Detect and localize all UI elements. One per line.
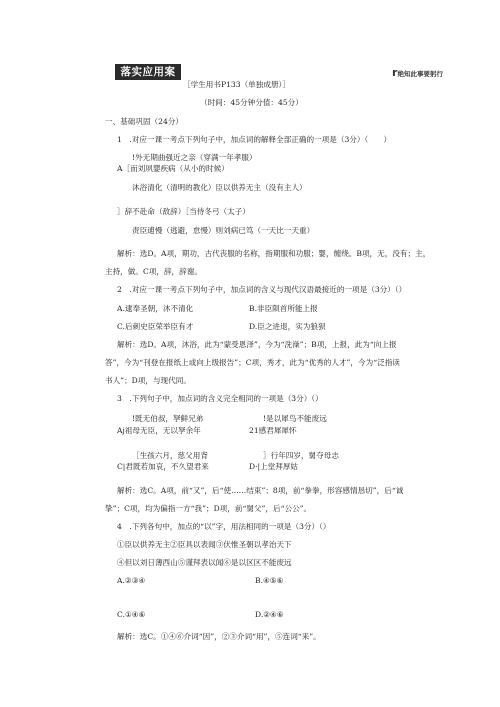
corner-motto (392, 66, 443, 79)
q3-answer-line1: 解析：选C。A项，前“又”，后“使……结束”；8项，前“拳拳，形容感情恳切”，后“诚 (117, 486, 404, 495)
q2-option-b: B.非臣陨首所能上报 (249, 304, 318, 313)
q2-answer-line1: 解析：选D。A项，沐浴，此为“蒙受恩泽”，今为“洗澡”；B项，上报，此为“向上报 (117, 340, 397, 349)
q1-stem: 1 .对应一课一考点下列句子中，加点词的解释全部正确的一项是（3分）（ ） (117, 135, 392, 144)
section-heading: 一、基础巩固（24分） (105, 117, 184, 126)
q3-option-a-line2: Aj祖母无臣，无以孥余年 (117, 426, 201, 435)
q2-stem: 2 .对应一课一考点下列句子中，加点词的含义与现代汉语最接近的一项是（3分）（） (117, 285, 407, 294)
q4-option-d: D.②④⑥ (255, 610, 284, 619)
section-banner: 落实应用案 (115, 64, 181, 80)
q1-option-c: ］辞不赴命（敌辞）［当侍冬弓（太子） (117, 207, 250, 216)
q3-option-a-line1: !既无伯叔，孥鲜兄弟 (132, 414, 204, 423)
q2-answer-line2: 答”，今为“刊登在报纸上或向上级报告”；C项，秀才，此为“优秀的人才”，今为“泛指读 (105, 358, 400, 367)
q3-option-c-line1: ［生孩六月，慈父用背 (132, 451, 208, 460)
q1-option-a-line2: A［而刘夙婴疾病（从小的时候） (117, 164, 229, 173)
q3-option-c-line2: C|君既若加哀，不久望君来 (117, 462, 209, 471)
q2-option-d: D.臣之进退，实为狼狈 (249, 322, 326, 331)
q4-answer-line1: 解析：选C。①④⑥介词“因”，②③介词“用”，⑤连词“来”。 (117, 632, 321, 641)
q3-option-d-line1: ］行年四岁，舅夺母志 (263, 451, 339, 460)
q1-option-b: 沐浴清化（清明的教化）臣以供养无主（没有主人） (132, 183, 307, 192)
q2-option-c: C.后刺史臣荣举臣有才 (117, 322, 194, 331)
q2-answer-line3: 书人”；D项，与现代同。 (105, 376, 191, 385)
q4-option-b: B.④⑤⑥ (255, 576, 284, 585)
q1-answer-line1: 解析：选D。A项，期功，古代丧服的名称，指期服和功服；婴，缠绕。B项，无，没有；主， (117, 249, 431, 258)
corner-mark: r (392, 66, 398, 79)
q4-items-line2: ④但以刘日薄西山⑤谨拜表以闻⑥是以区区不能废远 (117, 558, 292, 567)
time-score-note: （时间：45分钟分值：45分） (200, 98, 303, 107)
q3-stem: 3 .下列句子中，加点词的含义完全相同的一项是（3分）（） (117, 394, 323, 403)
q4-option-a: A.②③④ (117, 576, 146, 585)
q1-option-d: 责臣逋慢（逃避，怠慢）则刘病已笃（一天比一天重） (132, 226, 315, 235)
book-reference: ［学生用书P133（单独成册）］ (183, 80, 290, 89)
q4-option-c: C.①④⑥ (117, 610, 146, 619)
q1-option-a-line1: !外无期曲强近之亲（穿满一年孝服） (132, 153, 257, 162)
q3-option-b-line2: 21感君犀犀怀 (249, 426, 297, 435)
q3-answer-line2: 挚”；C项，均为偏指一方“我”；D项，前“舅父”，后“公公”。 (105, 504, 312, 513)
q4-items-line1: ①臣以供养无主②臣具以表闻③伏惟圣朝以孝治天下 (117, 540, 292, 549)
q3-option-b-line1: !是以犀鸟不能废远 (263, 414, 327, 423)
q1-answer-line2: 主持，做。C项，辞，辞谢。 (105, 267, 202, 276)
q2-option-a: A.逮奉圣朝，沐不清化 (117, 304, 194, 313)
q4-stem: 4 .下列各句中，加点的“以”字，用法相同的一项是（3分）（） (117, 522, 331, 531)
q3-option-d-line2: D·|上堂拜厚姑 (249, 462, 299, 471)
corner-motto-text: 绝知此事要躬行 (397, 70, 443, 78)
